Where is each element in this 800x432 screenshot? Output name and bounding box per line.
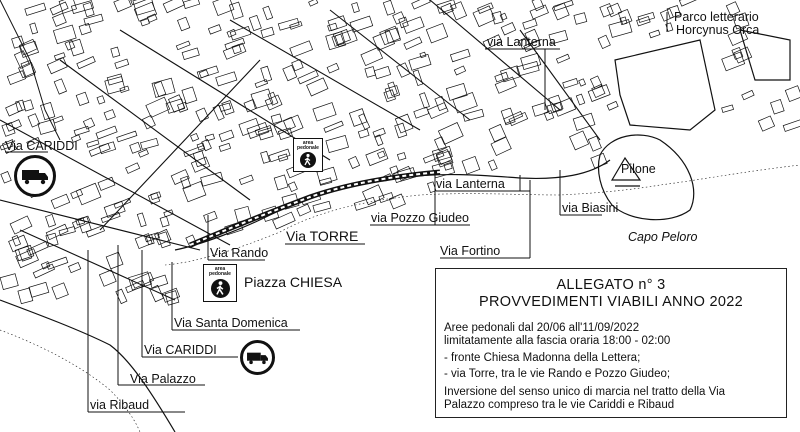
legend-line-4: Palazzo compreso tra le vie Cariddi e Ribaud (444, 399, 675, 411)
building-block (148, 193, 159, 204)
via-cariddi-bottom-label: Via CARIDDI (144, 343, 217, 357)
building-block (563, 78, 578, 88)
via-torre-prefix: Via (286, 228, 310, 244)
via-lanterna-label: via Lanterna (436, 177, 505, 191)
shoreline-west (0, 0, 60, 140)
building-block (141, 138, 159, 149)
building-block (373, 31, 395, 51)
building-block (219, 143, 231, 151)
building-block (1, 171, 11, 183)
coastline-offshore (0, 330, 140, 432)
building-block (33, 264, 54, 278)
street-line (0, 200, 200, 250)
street-line (430, 0, 560, 110)
building-block (349, 109, 367, 127)
building-block (378, 151, 386, 158)
building-block (309, 0, 318, 6)
building-block (373, 128, 385, 137)
building-block (25, 3, 46, 15)
legend-title: ALLEGATO n° 3 (556, 277, 666, 293)
building-block (182, 48, 199, 60)
building-block (365, 67, 376, 78)
building-block (649, 30, 660, 38)
legend-subtitle: PROVVEDIMENTI VIABILI ANNO 2022 (479, 294, 743, 310)
building-block (307, 78, 328, 96)
building-block (69, 262, 81, 272)
building-block (9, 235, 28, 252)
legend-line-2: limitatamente alla fascia oraria 18:00 - 02:00 (444, 335, 671, 347)
via-pozzo-giudeo-label: via Pozzo Giudeo (371, 211, 469, 225)
building-block (76, 92, 89, 105)
parco-letterario-label: Parco letterario (674, 10, 759, 24)
building-block (328, 16, 347, 31)
building-block (239, 175, 253, 184)
building-block (29, 282, 49, 297)
building-block (71, 189, 83, 199)
street-line (330, 10, 470, 120)
building-block (326, 135, 349, 152)
building-block (183, 0, 199, 9)
building-block (230, 26, 251, 40)
building-block (176, 41, 190, 50)
building-block (552, 3, 569, 20)
building-block (489, 124, 506, 141)
building-block (178, 17, 190, 31)
capo-peloro-label: Capo Peloro (628, 230, 698, 244)
building-block (359, 114, 370, 130)
pedestrian-area-sign (203, 264, 237, 302)
building-block (52, 283, 68, 299)
building-block (79, 23, 91, 34)
coastline (175, 160, 610, 250)
building-block (255, 80, 267, 88)
building-block (196, 108, 209, 122)
building-block (216, 72, 237, 86)
building-block (182, 87, 197, 104)
building-block (397, 63, 410, 78)
building-block (389, 194, 405, 209)
via-biasini-label: via Biasini (562, 201, 619, 215)
building-block (265, 95, 282, 110)
building-block (261, 27, 274, 37)
building-block (104, 110, 115, 121)
building-block (358, 129, 369, 138)
building-block (146, 97, 170, 117)
building-block (74, 126, 89, 135)
building-block (444, 163, 452, 171)
building-block (437, 0, 456, 13)
building-block (352, 3, 360, 13)
building-block (313, 201, 331, 212)
building-block (46, 214, 56, 227)
building-block (313, 103, 336, 122)
building-block (97, 96, 105, 104)
building-block (679, 0, 698, 6)
building-block (570, 131, 589, 150)
building-block (354, 197, 375, 210)
horcynus-orca-label: Horcynus Orca (676, 23, 760, 37)
building-block (349, 156, 360, 168)
building-block (530, 5, 548, 19)
via-cariddi-top-label: Via CARIDDI (5, 139, 78, 153)
building-block (383, 0, 395, 15)
via-palazzo-label: Via Palazzo (130, 372, 196, 386)
building-block (574, 13, 587, 25)
building-block (758, 116, 774, 131)
building-block (532, 0, 544, 11)
via-ribaud-label: via Ribaud (90, 398, 150, 412)
building-block (18, 288, 33, 304)
building-block (273, 212, 296, 229)
legend-line-3: Inversione del senso unico di marcia nel tratto della Via (444, 386, 726, 398)
building-block (147, 14, 157, 22)
street-line (60, 60, 250, 200)
building-block (163, 0, 184, 13)
building-block (274, 175, 288, 190)
building-block (98, 177, 115, 190)
building-block (495, 77, 516, 93)
building-block (454, 66, 465, 75)
building-block (225, 38, 245, 49)
legend-item-2: - via Torre, tra le vie Rando e Pozzo Giudeo; (444, 368, 671, 380)
building-block (521, 53, 541, 69)
building-block (12, 36, 25, 48)
lake-outline (740, 30, 790, 80)
street-line (20, 230, 175, 300)
building-block (473, 6, 495, 27)
building-block (409, 54, 431, 70)
building-block (324, 121, 343, 132)
building-block (76, 183, 101, 205)
building-block (239, 118, 260, 135)
legend-line-1: Aree pedonali dal 20/06 all'11/09/2022 (444, 322, 640, 334)
legend-box (435, 268, 787, 418)
building-block (204, 211, 218, 222)
piazza-chiesa-label: Piazza CHIESA (244, 274, 343, 290)
building-block (488, 160, 497, 171)
building-block (219, 130, 234, 141)
building-block (413, 70, 423, 86)
building-block (69, 39, 84, 56)
building-block (375, 135, 383, 146)
building-block (290, 41, 313, 57)
building-block (50, 2, 68, 15)
building-block (47, 257, 68, 269)
building-block (54, 79, 66, 94)
building-block (229, 2, 243, 19)
building-block (501, 23, 515, 35)
building-block (191, 133, 199, 141)
building-block (404, 37, 422, 50)
building-block (278, 18, 299, 30)
building-block (41, 102, 55, 119)
pedestrian-icon (300, 152, 316, 168)
building-block (397, 153, 406, 161)
building-block (51, 194, 70, 208)
building-block (598, 35, 610, 48)
building-block (403, 17, 425, 34)
building-block (201, 172, 223, 186)
building-block (134, 2, 156, 21)
building-block (478, 3, 494, 14)
building-block (53, 25, 76, 44)
building-block (379, 193, 394, 203)
truck-icon (14, 155, 56, 197)
building-block (423, 151, 444, 163)
building-block (111, 47, 120, 57)
building-block (298, 70, 319, 83)
building-block (89, 143, 110, 156)
building-block (263, 6, 273, 20)
lake-outline (615, 40, 715, 130)
building-block (249, 15, 261, 30)
building-block (6, 102, 23, 116)
via-fortino-label: Via Fortino (440, 244, 501, 258)
building-block (438, 123, 463, 145)
truck-icon (240, 340, 275, 375)
building-block (160, 216, 169, 227)
building-block (414, 107, 429, 118)
building-block (297, 204, 311, 216)
building-block (366, 148, 388, 166)
building-block (785, 86, 800, 102)
building-block (223, 43, 246, 59)
building-block (96, 126, 117, 139)
building-block (47, 58, 67, 74)
building-block (742, 90, 754, 99)
building-block (607, 101, 618, 110)
building-block (77, 57, 96, 69)
building-block (426, 23, 447, 43)
building-block (462, 156, 480, 174)
building-block (171, 170, 189, 185)
building-block (420, 93, 430, 109)
building-block (106, 252, 123, 269)
building-block (783, 120, 800, 132)
building-block (117, 131, 137, 142)
building-block (385, 86, 399, 99)
pedestrian-area-caption: area pedonale (209, 266, 231, 278)
building-block (87, 140, 99, 147)
building-block (576, 94, 584, 105)
building-block (554, 0, 574, 10)
building-block (428, 103, 449, 119)
building-block (0, 274, 18, 290)
via-lanterna-top-label: via Lanterna (487, 35, 556, 49)
legend-item-1: - fronte Chiesa Madonna della Lettera; (444, 352, 641, 364)
building-block (523, 19, 537, 29)
pedestrian-area-sign (293, 138, 323, 172)
building-block (412, 0, 431, 9)
building-block (771, 99, 785, 114)
building-block (556, 54, 569, 63)
building-block (116, 289, 127, 304)
building-block (288, 182, 297, 192)
building-block (388, 82, 398, 96)
building-block (137, 213, 146, 227)
building-block (283, 65, 297, 81)
building-block (126, 163, 140, 174)
building-block (208, 25, 221, 34)
building-block (374, 66, 390, 78)
building-block (130, 142, 141, 153)
pedestrian-icon (211, 279, 230, 298)
building-block (261, 151, 270, 163)
via-torre-name: TORRE (309, 228, 359, 244)
building-block (205, 134, 214, 141)
building-block (532, 103, 548, 117)
building-block (115, 59, 129, 68)
building-block (450, 49, 470, 62)
building-block (30, 23, 38, 34)
building-block (395, 123, 407, 138)
building-block (10, 216, 32, 234)
building-block (579, 79, 586, 86)
pedestrian-area-caption: area pedonale (297, 140, 319, 152)
building-block (385, 28, 400, 43)
via-torre-label (286, 229, 358, 243)
via-rando-label: Via Rando (210, 246, 269, 260)
building-block (53, 13, 67, 26)
building-block (213, 0, 234, 16)
building-block (154, 81, 166, 96)
building-block (463, 109, 484, 121)
building-block (509, 112, 528, 125)
pilone-label: Pilone (621, 162, 656, 176)
building-block (361, 47, 383, 65)
building-block (327, 63, 339, 73)
building-block (28, 114, 40, 127)
via-santa-domenica-label: Via Santa Domenica (174, 316, 288, 330)
building-block (114, 0, 132, 12)
building-block (193, 151, 206, 167)
building-block (722, 105, 734, 112)
building-block (222, 101, 234, 115)
